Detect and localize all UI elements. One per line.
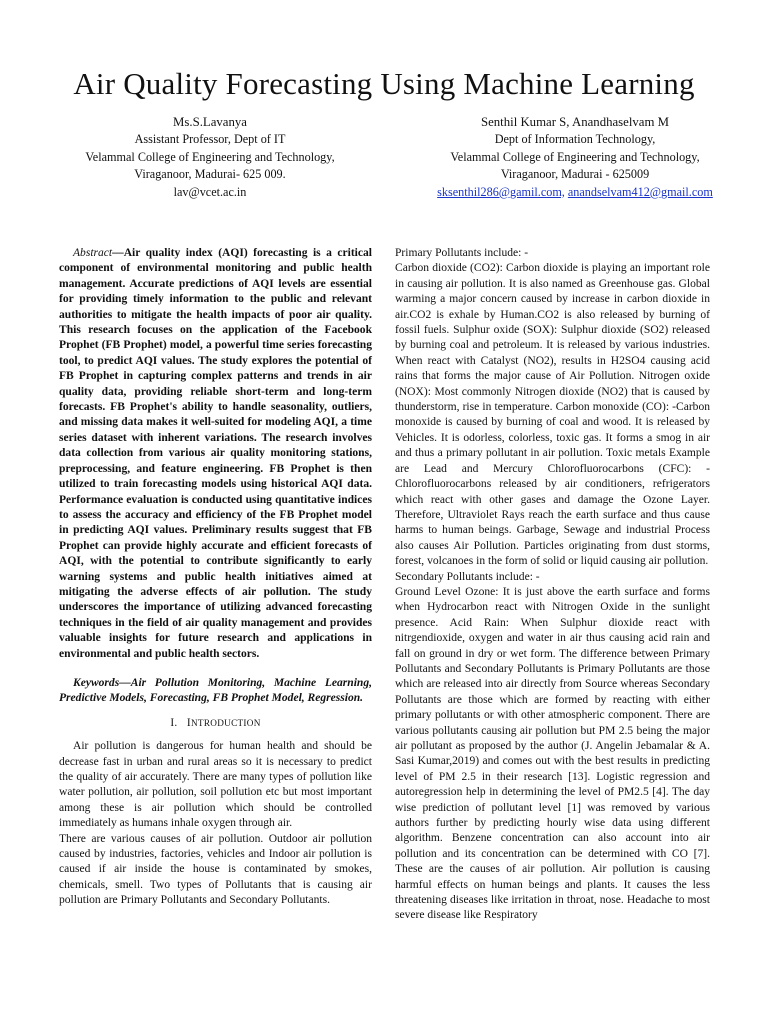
- author-email-link-2[interactable]: anandselvam412@gmail.com: [567, 184, 713, 199]
- author-block-right: [405, 114, 745, 201]
- author-affiliation-line: Velammal College of Engineering and Technology,: [450, 149, 700, 164]
- primary-pollutants-paragraph: Carbon dioxide (CO2): Carbon dioxide is playing an important role in causing air pollution. It is also named as Greenhouse gas. Global warming a major concern caused by increase in carbon dioxide in air.CO2 is exhale by Human.CO2 is also released by burning of fossil fuels. Sulphur oxide (SOX): Sulphur dioxide (SO2) released by burning coal and petroleum. It is released by various industries. When react with Catalyst (NO2), results in H2SO4 causing acid rains that forms the major cause of Air Pollution. Nitrogen oxide (NOX): Most commonly Nitrogen dioxide (NO2) that is caused by thunderstorm, rise in temperature. Carbon monoxide (CO): -Carbon monoxide is caused by burning of coal and wood. It is released by Vehicles. It is odorless, colorless, toxic gas. It forms a smog in air and thus a primary pollutant in air pollution. Toxic metals Example are Lead and Mercury Chlorofluorocarbons (CFC): -Chlorofluorocarbons released by air conditioners, refrigerators which react with other gases and damage the Ozone Layer. Therefore, Ultraviolet Rays reach the earth surface and thus cause harms to human beings. Garbage, Sewage and industrial Process also causes Air Pollution. Particles originating from dust storms, forest, volcanoes in the form of solid or liquid causing air pollution.: [395, 262, 710, 568]
- author-affiliation-line: Dept of Information Technology,: [494, 132, 656, 147]
- intro-paragraph-2: There are various causes of air pollution. Outdoor air pollution caused by industries, factories, vehicles and Indoor air pollution is caused if air inside the house is contaminated by smokes, chemicals, smell. Two types of Pollutants that is causing air pollution are Primary Pollutants and Secondary Pollutants.: [59, 832, 372, 907]
- section-title-rest: NTRODUCTION: [190, 717, 261, 728]
- author-address-line: Viraganoor, Madurai - 625009: [500, 167, 650, 182]
- secondary-pollutants-heading: Secondary Pollutants include: -: [395, 570, 540, 583]
- section-number: I.: [170, 716, 178, 729]
- keywords-text: —Air Pollution Monitoring, Machine Learning, Predictive Models, Forecasting, FB Prophet Model, Regression.: [59, 676, 372, 705]
- primary-pollutants-heading: Primary Pollutants include: -: [395, 247, 529, 259]
- paper-title: Air Quality Forecasting Using Machine Learning: [73, 66, 695, 101]
- author-affiliation-line: Assistant Professor, Dept of IT: [134, 132, 286, 147]
- author-affiliation-line: Velammal College of Engineering and Technology,: [85, 149, 335, 164]
- author-address-line: Viraganoor, Madurai- 625 009.: [134, 167, 286, 182]
- section-heading-introduction: [59, 716, 372, 731]
- author-email-line: [405, 184, 745, 201]
- keywords: [59, 676, 372, 707]
- author-block-left: [60, 114, 360, 201]
- secondary-pollutants-paragraph: Ground Level Ozone: It is just above the earth surface and forms when Hydrocarbon react with Nitrogen Oxide in the sunlight presence. Acid Rain: When Sulphur dioxide react with nitrgendioxide, oxygen and water in air thus causing acid rain and fall on ground in dry or wet form. The difference between Primary Pollutants and Secondary Pollutants is Primary Pollutants are those which are released into air directly from Source whereas Secondary Pollutants are those which are formed by reacting with either primary pollutants or with other atmospheric component. There are various pollutants causing air pollution but PM 2.5 being the major air pollutant as proposed by the author (J. Angelin Jebamalar & A. Sasi Kumar,2019) and comes out with the best results in predicting level of PM 2.5 in their research [13]. Logistic regression and autoregression help in determining the level of PM2.5 [4]. The day wise prediction of pollutant level [1] was removed by various authors further by predicting hourly wise data using different algorithm. Benzene concentration can also account into air pollution and its concentration can be determined with CO [7]. These are the causes of air pollution. Air pollution is causing harmful effects on human beings and plants. It causes the less threatening diseases like irritation in throat, nose. Headache to most severe disease like Respiratory: [395, 585, 710, 922]
- abstract: [59, 246, 372, 662]
- right-column: [395, 246, 710, 924]
- section-title-initial: I: [186, 716, 191, 729]
- author-name: Ms.S.Lavanya: [173, 115, 247, 129]
- abstract-lead: Abstract: [73, 247, 113, 259]
- left-column: [59, 246, 372, 909]
- keywords-lead: Keywords: [73, 676, 120, 689]
- author-email: lav@vcet.ac.in: [173, 184, 247, 199]
- intro-paragraph-1: Air pollution is dangerous for human health and should be decrease fast in urban and rural areas so it is necessary to predict the quality of air accurately. There are many types of pollution like water pollution, air pollution, soil pollution etc but most important among these is air pollution which should be controlled immediately as humans inhale oxygen through air.: [59, 740, 372, 830]
- author-email-link-1[interactable]: sksenthil286@gamil.com,: [437, 184, 565, 199]
- author-name: Senthil Kumar S, Anandhaselvam M: [480, 115, 670, 129]
- abstract-text: —Air quality index (AQI) forecasting is a critical component of environmental monitoring and public health management. Accurate predictions of AQI levels are essential for providing timely information to the public and relevant authorities to mitigate the health impacts of poor air quality. This research focuses on the application of the Facebook Prophet (FB Prophet) model, a powerful time series forecasting tool, to predict AQI values. The study explores the potential of FB Prophet in capturing complex patterns and trends in air quality data, providing reliable short-term and long-term forecasts. FB Prophet's ability to handle seasonality, outliers, and missing data makes it well-suited for modeling AQI, a time series dataset with inherent variations. The research involves data collection from various air quality monitoring stations, preprocessing, and feature engineering. FB Prophet is then utilized to train forecasting models using historical AQI data. Performance evaluation is conducted using quantitative indices to assess the accuracy and efficiency of the FB Prophet model in predicting AQI values. Preliminary results suggest that FB Prophet can provide highly accurate and efficient forecasts of AQI, with the potential to contribute significantly to early warning systems and public health initiatives aimed at mitigating the adverse effects of air pollution. The study underscores the importance of utilizing advanced forecasting techniques in the field of air quality management and provides valuable insights for future research and applications in environmental and public health sectors.: [59, 247, 372, 660]
